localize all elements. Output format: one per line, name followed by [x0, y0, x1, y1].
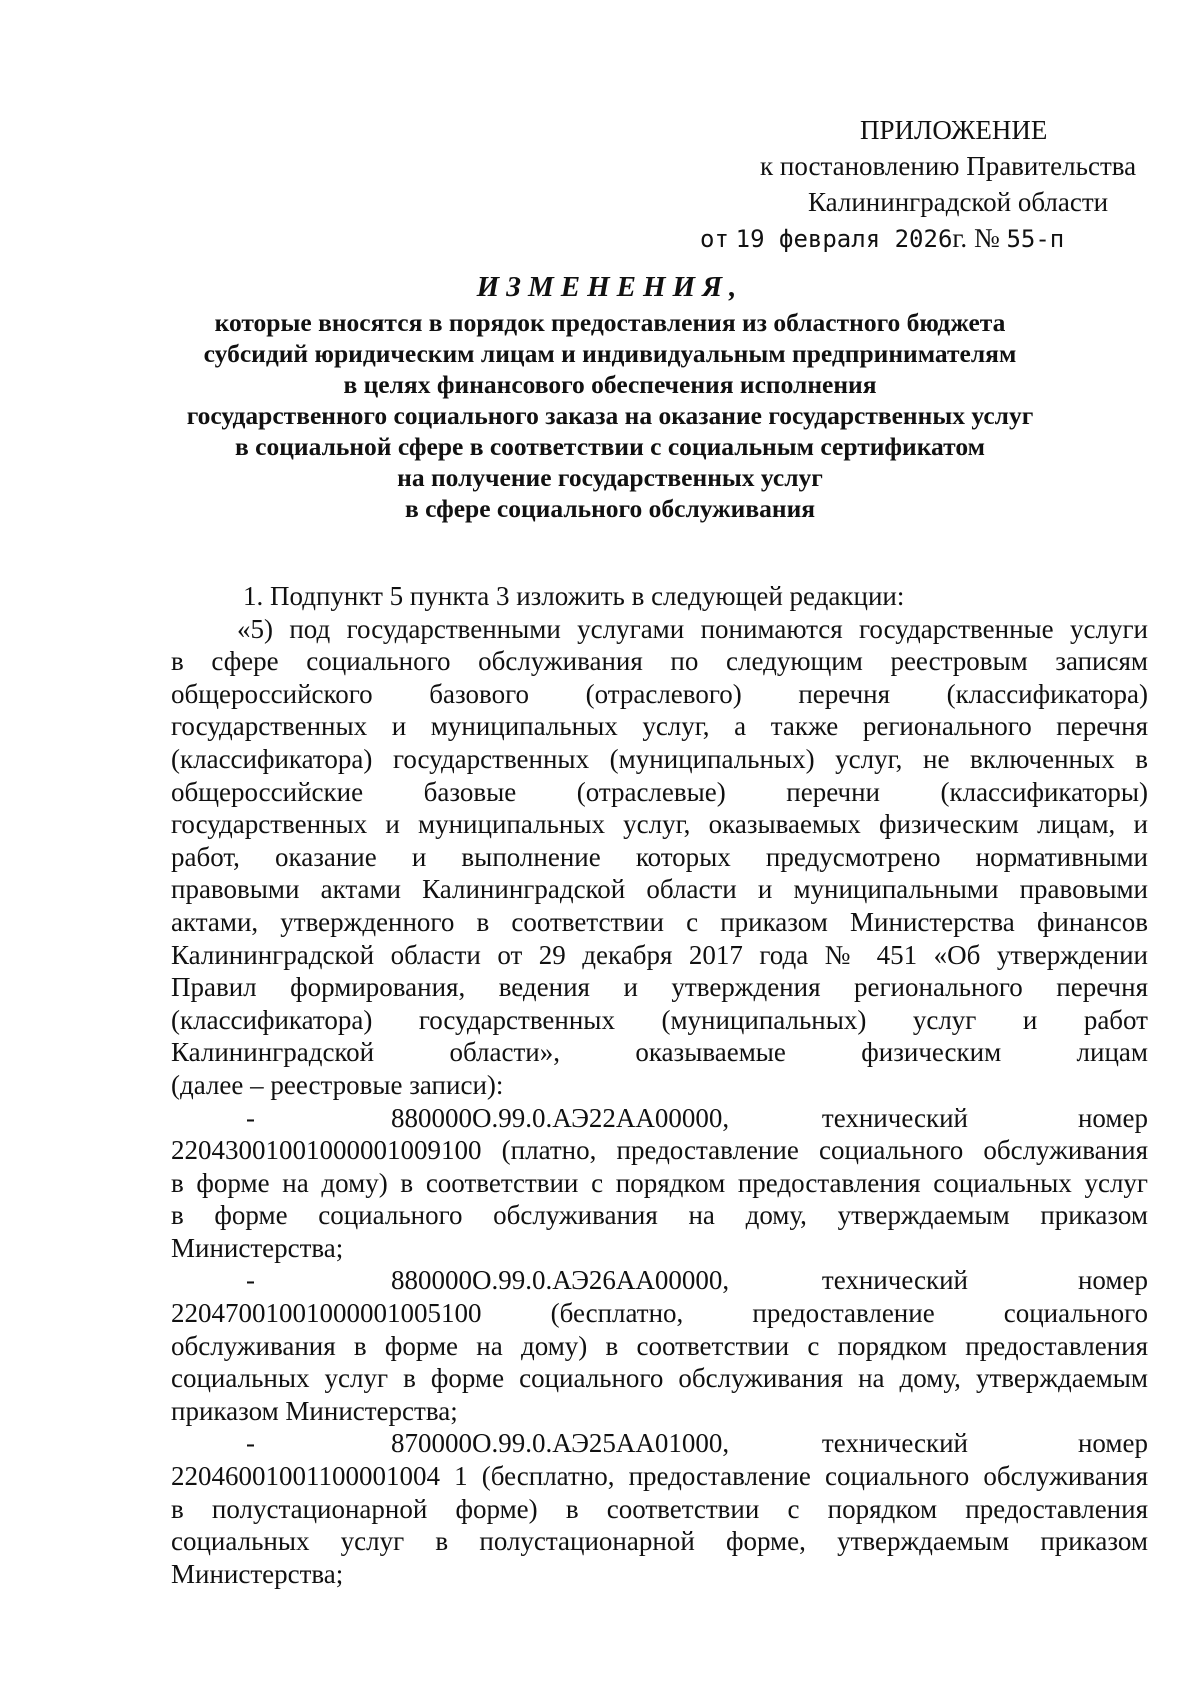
item-line: Министерства;: [171, 1232, 344, 1263]
item-line: в форме социального обслуживания на дому, утверждаемым приказом: [171, 1200, 1148, 1231]
point-1-heading: 1. Подпункт 5 пункта 3 изложить в следующей редакции:: [243, 581, 905, 611]
paragraph-line: государственных и муниципальных услуг, а также регионального перечня: [171, 711, 1148, 742]
list-dash: -: [246, 1102, 255, 1133]
technical-label: технический: [821, 1265, 968, 1296]
title-line: в целях финансового обеспечения исполнения: [343, 370, 877, 399]
paragraph-line: в сфере социального обслуживания по следующим реестровым записям: [171, 646, 1148, 677]
title-line: в социальной сфере в соответствии с социальным сертификатом: [235, 432, 985, 461]
paragraph-line: актами, утвержденного в соответствии с приказом Министерства финансов: [171, 906, 1148, 937]
list-dash: -: [246, 1428, 255, 1459]
registry-item-header: [171, 1102, 1148, 1135]
paragraph-line: государственных и муниципальных услуг, оказываемых физическим лицам, и: [171, 809, 1148, 840]
date-value: 19 февраля 2026: [735, 225, 953, 253]
title-line: субсидий юридическим лицам и индивидуальным предпринимателям: [203, 339, 1017, 368]
item-line: 22043001001000001009100 (платно, предоставление социального обслуживания: [171, 1135, 1148, 1166]
number-label: номер: [1077, 1265, 1148, 1296]
item-line: 22046001001100001004 1 (бесплатно, предоставление социального обслуживания: [171, 1461, 1148, 1492]
paragraph-line: общероссийского базового (отраслевого) перечня (классификатора): [171, 678, 1148, 709]
paragraph-line: Калининградской области от 29 декабря 2017 года № 451 «Об утверждении: [171, 939, 1148, 970]
paragraph-line: общероссийские базовые (отраслевые) перечни (классификаторы): [171, 776, 1148, 807]
item-line: 22047001001000001005100 (бесплатно, предоставление социального: [171, 1298, 1148, 1329]
item-line: в форме на дому) в соответствии с порядком предоставления социальных услуг: [171, 1167, 1148, 1198]
paragraph-line: (далее – реестровые записи):: [171, 1069, 504, 1100]
registry-code: 880000О.99.0.АЭ22АА00000,: [391, 1102, 730, 1133]
registry-item-header: [171, 1264, 1148, 1297]
paragraph-line: правовыми актами Калининградской области и муниципальными правовыми: [171, 874, 1148, 905]
appendix-line-2: Калининградской области: [808, 187, 1109, 217]
date-g: г.: [952, 223, 968, 253]
appendix-line-1: к постановлению Правительства: [760, 151, 1137, 181]
document-title: [120, 272, 1100, 524]
paragraph-line: (классификатора) государственных (муниципальных) услуг и работ: [171, 1004, 1148, 1035]
item-line: обслуживания в форме на дому) в соответствии с порядком предоставления: [171, 1330, 1148, 1361]
item-line: в полустационарной форме) в соответствии с порядком предоставления: [171, 1493, 1148, 1524]
paragraph-line: Калининградской области», оказываемые физическим лицам: [171, 1037, 1148, 1068]
title-line: государственного социального заказа на оказание государственных услуг: [186, 401, 1034, 430]
item-line: социальных услуг в полустационарной форме, утверждаемым приказом: [171, 1526, 1148, 1557]
title-line: в сфере социального обслуживания: [404, 494, 816, 523]
paragraph-line: «5) под государственными услугами понимаются государственные услуги: [237, 613, 1148, 644]
title-line: которые вносятся в порядок предоставления из областного бюджета: [214, 308, 1006, 337]
title-main: ИЗМЕНЕНИЯ,: [476, 271, 744, 303]
paragraph-line: работ, оказание и выполнение которых предусмотрено нормативными: [171, 841, 1148, 872]
paragraph-line: (классификатора) государственных (муниципальных) услуг, не включенных в: [171, 743, 1148, 774]
paragraph-line: Правил формирования, ведения и утверждения регионального перечня: [171, 972, 1148, 1003]
appendix-date-line: [640, 220, 1160, 257]
number-value: 55-п: [1006, 225, 1065, 253]
number-label: номер: [1077, 1102, 1148, 1133]
title-line: на получение государственных услуг: [397, 463, 823, 492]
item-line: социальных услуг в форме социального обслуживания на дому, утверждаемым: [171, 1363, 1148, 1394]
appendix-title: ПРИЛОЖЕНИЕ: [860, 115, 1048, 145]
registry-code: 870000О.99.0.АЭ25АА01000,: [391, 1428, 730, 1459]
technical-label: технический: [821, 1428, 968, 1459]
registry-code: 880000О.99.0.АЭ26АА00000,: [391, 1265, 730, 1296]
date-prefix: от: [700, 225, 729, 253]
number-label: номер: [1077, 1428, 1148, 1459]
appendix-header: [640, 112, 1160, 257]
number-sign: №: [973, 223, 1000, 253]
item-line: Министерства;: [171, 1558, 344, 1589]
list-dash: -: [246, 1265, 255, 1296]
item-line: приказом Министерства;: [171, 1395, 458, 1426]
registry-item-header: [171, 1427, 1148, 1460]
technical-label: технический: [821, 1102, 968, 1133]
document-body: [171, 580, 1148, 1590]
